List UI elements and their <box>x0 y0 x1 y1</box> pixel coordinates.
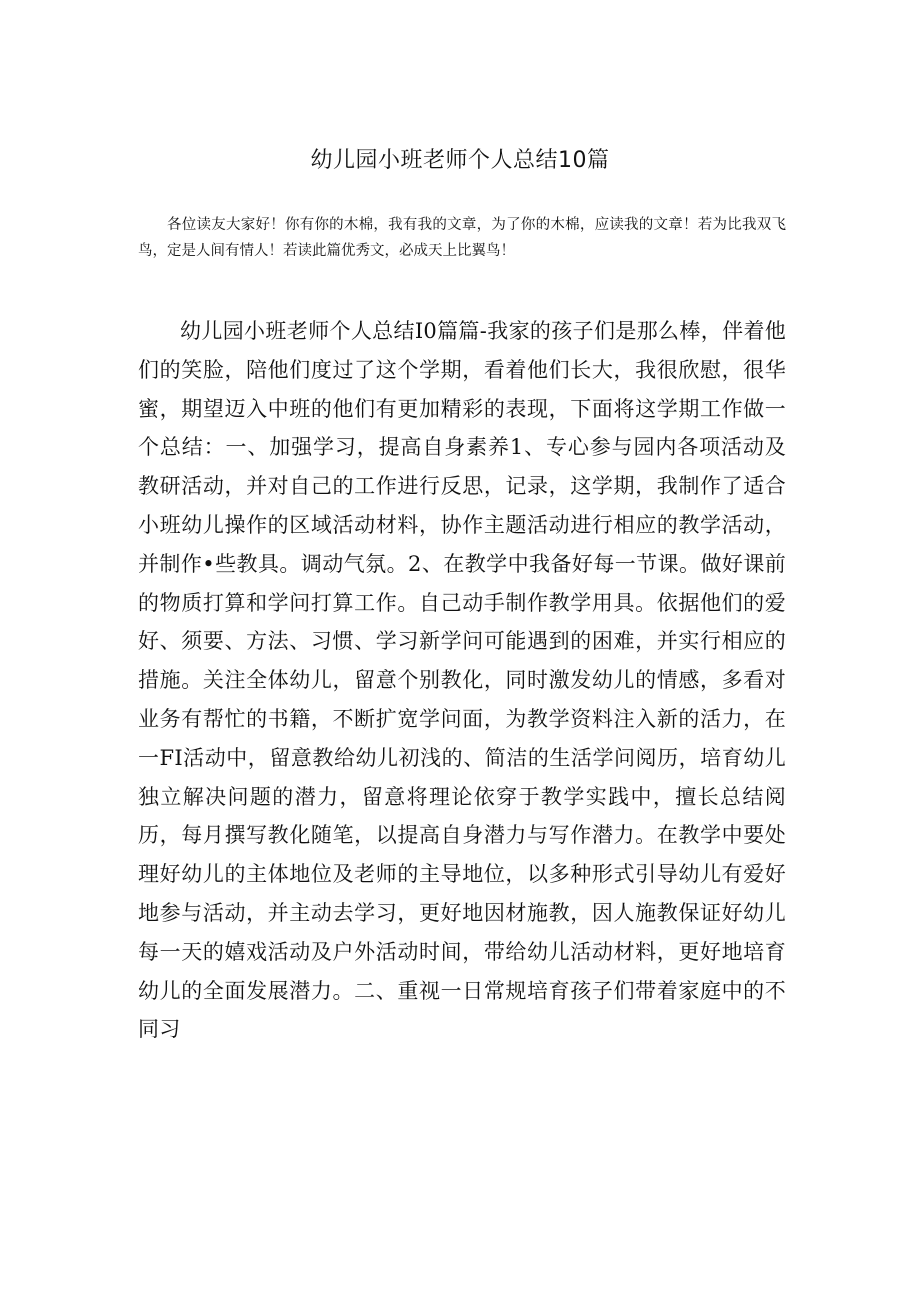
body-paragraph: 幼儿园小班老师个人总结I0篇篇-我家的孩子们是那么棒，伴着他们的笑脸，陪他们度过了这个学期，看着他们长大，我很欣慰，很华蜜，期望迈入中班的他们有更加精彩的表现，下面将这学期工作做一个总结：一、加强学习，提高自身素养1、专心参与园内各项活动及教研活动，并对自己的工作进行反思，记录，这学期，我制作了适合小班幼儿操作的区域活动材料，协作主题活动进行相应的教学活动，并制作•些教具。调动气氛。2、在教学中我备好每一节课。做好课前的物质打算和学问打算工作。自己动手制作教学用具。依据他们的爱好、须要、方法、习惯、学习新学问可能遇到的困难，并实行相应的措施。关注全体幼儿，留意个别教化，同时激发幼儿的情感，多看对业务有帮忙的书籍，不断扩宽学问面，为教学资料注入新的活力，在一FI活动中，留意教给幼儿初浅的、简洁的生活学问阅历，培育幼儿独立解决问题的潜力，留意将理论依穿于教学实践中，擅长总结阅历，每月撰写教化随笔，以提高自身潜力与写作潜力。在教学中要处理好幼儿的主体地位及老师的主导地位，以多种形式引导幼儿有爱好地参与活动，并主动去学习，更好地因材施教，因人施教保证好幼儿每一天的嬉戏活动及户外活动时间，带给幼儿活动材料，更好地培育幼儿的全面发展潜力。二、重视一日常规培育孩子们带着家庭中的不同习 <box>138 319 786 1042</box>
intro-paragraph: 各位读友大家好！你有你的木棉，我有我的文章，为了你的木棉，应读我的文章！若为比我双飞鸟，定是人间有情人！若读此篇优秀文，必成天上比翼鸟！ <box>138 217 786 259</box>
document-title: 幼儿园小班老师个人总结10篇 <box>310 148 610 173</box>
